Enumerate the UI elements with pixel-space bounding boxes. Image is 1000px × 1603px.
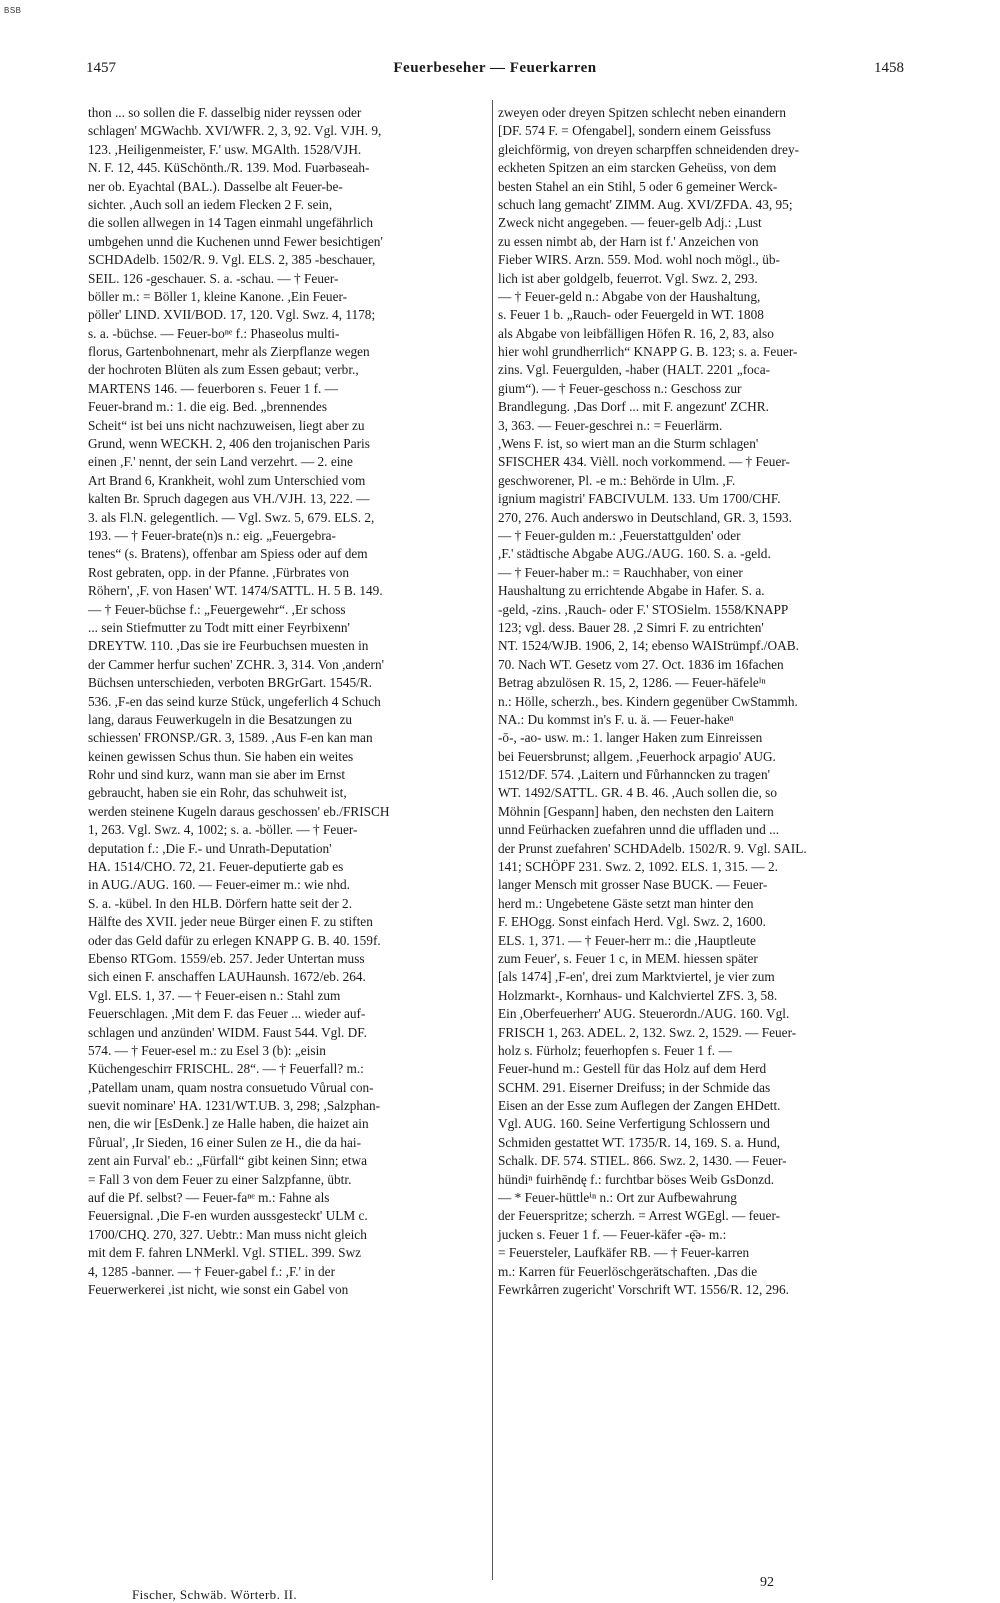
text-line: suevit nominare' HA. 1231/WT.UB. 3, 298; ,Salzphan- <box>88 1098 381 1114</box>
text-line: -ō-, -ao- usw. m.: 1. langer Haken zum Einreissen <box>498 730 763 746</box>
page-header <box>86 60 904 84</box>
text-line: der Feuerspritze; scherzh. = Arrest WGEgl. — feuer- <box>498 1208 781 1224</box>
text-line: umbgehen unnd die Kuchenen unnd Fewer besichtigen' <box>88 233 383 249</box>
text-line: 70. Nach WT. Gesetz vom 27. Oct. 1836 im 16fachen <box>498 656 784 672</box>
text-line: schiessen' FRONSP./GR. 3, 1589. ,Aus F-en kan man <box>88 730 373 746</box>
text-line: 4, 1285 -banner. — † Feuer-gabel f.: ,F.' in der <box>88 1263 335 1279</box>
text-line: jucken s. Feuer 1 f. — Feuer-käfer -ę̄ə- m.: <box>498 1226 727 1242</box>
text-line: 123; vgl. dess. Bauer 28. ,2 Simri F. zu entrichten' <box>498 619 764 635</box>
text-line: als Abgabe von leibfälligen Höfen R. 16, 2, 83, also <box>498 325 774 341</box>
text-line: 1700/CHQ. 270, 327. Uebtr.: Man muss nicht gleich <box>88 1226 367 1242</box>
text-line: N. F. 12, 445. KüSchönth./R. 139. Mod. Fuərbəseah- <box>88 160 370 176</box>
text-line: thon ... so sollen die F. dasselbig nider reyssen oder <box>88 105 362 120</box>
text-line: florus, Gartenbohnenart, mehr als Zierpflanze wegen <box>88 344 370 360</box>
text-line: der Cammer herfur suchen' ZCHR. 3, 314. Von ,andern' <box>88 656 385 672</box>
text-line: s. Feuer 1 b. „Rauch- oder Feuergeld in WT. 1808 <box>498 307 764 323</box>
text-line: m.: Karren für Feuerlöschgerätschaften. ,Das die <box>498 1263 758 1279</box>
text-line: Feuerschlagen. ,Mit dem F. das Feuer ... wieder auf- <box>88 1006 366 1022</box>
text-line: [als 1474] ,F-en', drei zum Marktviertel, je vier zum <box>498 969 775 985</box>
sheet-number: 92 <box>760 1575 774 1590</box>
text-line: Eisen an der Esse zum Auflegen der Zangen EHDett. <box>498 1098 781 1114</box>
text-line: nen, die wir [EsDenk.] ze Halle haben, die haizet ain <box>88 1116 369 1132</box>
text-line: Vgl. ELS. 1, 37. — † Feuer-eisen n.: Stahl zum <box>88 987 341 1003</box>
text-line: [DF. 574 F. = Ofengabel], sondern einem Geissfuss <box>498 123 771 139</box>
text-line: Betrag abzulösen R. 15, 2, 1286. — Feuer-häfeleⁱⁿ <box>498 675 766 691</box>
text-line: kalten Br. Spruch dagegen aus VH./VJH. 13, 222. — <box>88 491 370 507</box>
text-line: SCHM. 291. Eiserner Dreifuss; in der Schmide das <box>498 1079 771 1095</box>
text-line: unnd Feürhacken zuefahren unnd die uffladen und ... <box>498 822 780 838</box>
text-line: 141; SCHÖPF 231. Swz. 2, 1092. ELS. 1, 315. — 2. <box>498 859 779 875</box>
text-line: einen ,F.' nennt, der sein Land verzehrt. — 2. eine <box>88 454 353 470</box>
text-line: Feuerwerkerei ,ist nicht, wie sonst ein Gabel von <box>88 1282 349 1297</box>
page-number-right: 1458 <box>874 60 904 76</box>
text-line: eckheten Spitzen an eim starcken Geheüss, von dem <box>498 160 777 176</box>
text-line: schlagen und anzünden' WIDM. Faust 544. Vgl. DF. <box>88 1024 367 1040</box>
text-line: Büchsen unterschieden, verboten BRGrGart. 1545/R. <box>88 675 372 691</box>
text-line: deputation f.: ,Die F.- und Unrath-Deputation' <box>88 840 332 856</box>
text-line: — † Feuer-haber m.: = Rauchhaber, von einer <box>498 564 743 580</box>
text-line: zum Feuer', s. Feuer 1 c, in MEM. hiessen später <box>498 950 758 966</box>
text-line: oder das Geld dafür zu erlegen KNAPP G. B. 40. 159f. <box>88 932 381 948</box>
text-line: Möhnin [Gespann] haben, den nechsten den Laitern <box>498 803 774 819</box>
text-line: Art Brand 6, Krankheit, wohl zum Unterschied vom <box>88 472 366 488</box>
text-line: werden steinene Kugeln daraus geschossen' eb./FRISCH <box>88 803 390 819</box>
text-line: Zweck nicht angegeben. — feuer-gelb Adj.: ,Lust <box>498 215 762 231</box>
text-line: der Prunst zuefahren' SCHDAdelb. 1502/R. 9. Vgl. SAIL. <box>498 840 807 856</box>
column-divider <box>492 100 493 1580</box>
text-line: Fůrual', ,Ir Sieden, 16 einer Sulen ze H., die da hai- <box>88 1134 362 1150</box>
text-line: 3. als Fl.N. gelegentlich. — Vgl. Swz. 5, 679. ELS. 2, <box>88 509 375 525</box>
text-line: zins. Vgl. Feuergulden, -haber (HALT. 2201 „foca- <box>498 362 771 378</box>
text-line: Küchengeschirr FRISCHL. 28“. — † Feuerfall? m.: <box>88 1061 364 1077</box>
text-line: ,Wens F. ist, so wiert man an die Sturm schlagen' <box>498 436 759 452</box>
text-line: langer Mensch mit grosser Nase BUCK. — Feuer- <box>498 877 768 893</box>
text-line: böller m.: = Böller 1, kleine Kanone. ,Ein Feuer- <box>88 288 348 304</box>
text-line: geschworener, Pl. -e m.: Behörde in Ulm. ,F. <box>498 472 736 488</box>
text-line: = Feuersteler, Laufkäfer RB. — † Feuer-karren <box>498 1245 750 1261</box>
text-line: zent ain Furval' eb.: „Fürfall“ gibt keinen Sinn; etwa <box>88 1153 367 1169</box>
text-line: besten Stahel an ein Stihl, 5 oder 6 gemeiner Werck- <box>498 178 778 194</box>
text-line: — † Feuer-geld n.: Abgabe von der Haushaltung, <box>498 288 761 304</box>
text-line: sichter. ,Auch soll an iedem Flecken 2 F. sein, <box>88 196 333 212</box>
text-line: Röhern', ,F. von Hasen' WT. 1474/SATTL. H. 5 B. 149. <box>88 583 383 599</box>
text-line: 1512/DF. 574. ,Laitern und Fůrhanncken zu tragen' <box>498 767 771 783</box>
right-column <box>498 104 896 1299</box>
text-line: gium“). — † Feuer-geschoss n.: Geschoss zur <box>498 380 742 396</box>
text-line: tenes“ (s. Bratens), offenbar am Spiess oder auf dem <box>88 546 368 562</box>
text-line: Feuer-hund m.: Gestell für das Holz auf dem Herd <box>498 1061 767 1077</box>
text-line: ELS. 1, 371. — † Feuer-herr m.: die ,Hauptleute <box>498 932 756 948</box>
text-line: HA. 1514/CHO. 72, 21. Feuer-deputierte gab es <box>88 859 344 875</box>
text-line: ,Patellam unam, quam nostra consuetudo Vůrual con- <box>88 1079 374 1095</box>
text-line: der hochroten Blüten als zum Essen gebaut; verbr., <box>88 362 359 378</box>
text-line: die sollen allwegen in 14 Tagen einmahl ungefährlich <box>88 215 373 231</box>
text-line: -geld, -zins. ,Rauch- oder F.' STOSielm. 1558/KNAPP <box>498 601 789 617</box>
text-line: NA.: Du kommst in's F. u. ä. — Feuer-hakeⁿ <box>498 711 734 727</box>
text-line: zweyen oder dreyen Spitzen schlecht neben einandern <box>498 105 786 120</box>
text-line: SEIL. 126 -geschauer. S. a. -schau. — † Feuer- <box>88 270 339 286</box>
text-line: holz s. Fürholz; feuerhopfen s. Feuer 1 f. — <box>498 1042 732 1058</box>
text-line: Rohr und sind kurz, wann man sie aber im Ernst <box>88 767 346 783</box>
text-line: 1, 263. Vgl. Swz. 4, 1002; s. a. -böller. — † Feuer- <box>88 822 358 838</box>
library-stamp: BSB <box>4 6 22 15</box>
text-line: pöller' LIND. XVII/BOD. 17, 120. Vgl. Swz. 4, 1178; <box>88 307 376 323</box>
text-line: Haushaltung zu errichtende Abgabe in Hafer. S. a. <box>498 583 765 599</box>
text-line: ,F.' städtische Abgabe AUG./AUG. 160. S. a. -geld. <box>498 546 771 562</box>
text-line: — † Feuer-büchse f.: „Feuergewehr“. ,Er schoss <box>88 601 346 617</box>
text-line: — † Feuer-gulden m.: ,Feuerstattgulden' oder <box>498 527 741 543</box>
text-line: Holzmarkt-, Kornhaus- und Kalchviertel ZFS. 3, 58. <box>498 987 778 1003</box>
text-line: Schmiden gestattet WT. 1735/R. 14, 169. S. a. Hund, <box>498 1134 781 1150</box>
text-line: Schalk. DF. 574. STIEL. 866. Swz. 2, 1430. — Feuer- <box>498 1153 787 1169</box>
text-line: F. EHOgg. Sonst einfach Herd. Vgl. Swz. 2, 1600. <box>498 914 766 930</box>
text-line: WT. 1492/SATTL. GR. 4 B. 46. ,Auch sollen die, so <box>498 785 777 801</box>
text-line: Feuersignal. ,Die F-en wurden aussgesteckt' ULM c. <box>88 1208 368 1224</box>
text-line: ... sein Stiefmutter zu Todt mitt einer Feyrbixenn' <box>88 619 350 635</box>
text-line: Feuer-brand m.: 1. die eig. Bed. „brennendes <box>88 399 327 415</box>
text-line: gleichförmig, von dreyen scharpffen schneidenden drey- <box>498 141 800 157</box>
text-line: sich einen F. anschaffen LAUHaunsh. 1672/eb. 264. <box>88 969 366 985</box>
text-line: auf die Pf. selbst? — Feuer-faⁿᵉ m.: Fahne als <box>88 1190 330 1206</box>
text-line: lich ist aber goldgelb, feuerrot. Vgl. Swz. 2, 293. <box>498 270 758 286</box>
text-line: Fewrkårren zugericht' Vorschrift WT. 1556/R. 12, 296. <box>498 1282 789 1297</box>
text-line: FRISCH 1, 263. ADEL. 2, 132. Swz. 2, 1529. — Feuer- <box>498 1024 797 1040</box>
text-line: herd m.: Ungebetene Gäste setzt man hinter den <box>498 895 754 911</box>
text-line: Vgl. AUG. 160. Seine Verfertigung Schlossern und <box>498 1116 770 1132</box>
text-line: 3, 363. — Feuer-geschrei n.: = Feuerlärm. <box>498 417 723 433</box>
text-line: Fieber WIRS. Arzn. 559. Mod. wohl noch mögl., üb- <box>498 252 780 268</box>
text-line: SCHDAdelb. 1502/R. 9. Vgl. ELS. 2, 385 -beschauer, <box>88 252 376 268</box>
text-line: s. a. -büchse. — Feuer-boⁿᵉ f.: Phaseolus multi- <box>88 325 340 341</box>
text-line: 193. — † Feuer-brate(n)s n.: eig. „Feuergebra- <box>88 527 336 543</box>
text-line: 270, 276. Auch anderswo in Deutschland, GR. 3, 1593. <box>498 509 792 525</box>
text-line: 536. ,F-en das seind kurze Stück, ungeferlich 4 Schuch <box>88 693 381 709</box>
text-line: Ein ,Oberfeuerherr' AUG. Steuerordn./AUG. 160. Vgl. <box>498 1006 790 1022</box>
footer-signature: Fischer, Schwäb. Wörterb. II. <box>132 1587 297 1602</box>
text-line: Scheit“ ist bei uns nicht nachzuweisen, liegt aber zu <box>88 417 365 433</box>
text-line: Rost gebraten, opp. in der Pfanne. ,Fürbrates von <box>88 564 350 580</box>
text-line: hier wohl grundherrlich“ KNAPP G. B. 123; s. a. Feuer- <box>498 344 798 360</box>
text-line: MARTENS 146. — feuerboren s. Feuer 1 f. — <box>88 380 338 396</box>
text-line: = Fall 3 von dem Feuer zu einer Salzpfanne, übtr. <box>88 1171 352 1187</box>
text-line: ignium magistri' FABCIVULM. 133. Um 1700/CHF. <box>498 491 781 507</box>
text-line: Grund, wenn WECKH. 2, 406 den trojanischen Paris <box>88 436 370 452</box>
page-title: Feuerbeseher — Feuerkarren <box>393 60 597 76</box>
text-line: — * Feuer-hüttleⁱⁿ n.: Ort zur Aufbewahrung <box>498 1190 737 1206</box>
text-line: zu essen nimbt ab, der Harn ist f.' Anzeichen von <box>498 233 759 249</box>
text-line: DREYTW. 110. ,Das sie ire Feurbuchsen muesten in <box>88 638 369 654</box>
text-line: bei Feuersbrunst; allgem. ,Feuerhock arpagio' AUG. <box>498 748 776 764</box>
text-line: keinen gewissen Schus thun. Sie haben ein weites <box>88 748 354 764</box>
text-line: Hälfte des XVII. jeder neue Bürger einen F. zu stiften <box>88 914 373 930</box>
page-number-left: 1457 <box>86 60 116 76</box>
text-line: Brandlegung. ,Das Dorf ... mit F. angezunt' ZCHR. <box>498 399 769 415</box>
left-column <box>88 104 476 1299</box>
text-line: schuch lang gemacht' ZIMM. Aug. XVI/ZFDA. 43, 95; <box>498 196 793 212</box>
text-line: Ebenso RTGom. 1559/eb. 257. Jeder Untertan muss <box>88 950 365 966</box>
text-line: gebraucht, haben sie ein Rohr, das schuhweit ist, <box>88 785 347 801</box>
text-line: ner ob. Eyachtal (BAL.). Dasselbe alt Feuer-be- <box>88 178 343 194</box>
text-line: 123. ,Heiligenmeister, F.' usw. MGAlth. 1528/VJH. <box>88 141 362 157</box>
text-line: lang, daraus Feuwerkugeln in die Besatzungen zu <box>88 711 353 727</box>
text-line: n.: Hölle, scherzh., bes. Kindern gegenüber CwStammh. <box>498 693 798 709</box>
text-line: SFISCHER 434. Vièll. noch vorkommend. — † Feuer- <box>498 454 790 470</box>
text-line: S. a. -kübel. In den HLB. Dörfern hatte seit der 2. <box>88 895 353 911</box>
text-line: in AUG./AUG. 160. — Feuer-eimer m.: wie nhd. <box>88 877 350 893</box>
text-line: schlagen' MGWachb. XVI/WFR. 2, 3, 92. Vgl. VJH. 9, <box>88 123 382 139</box>
text-line: NT. 1524/WJB. 1906, 2, 14; ebenso WAIStrümpf./OAB. <box>498 638 799 654</box>
text-line: 574. — † Feuer-esel m.: zu Esel 3 (b): „eisin <box>88 1042 326 1058</box>
text-line: hündiⁿ fuirhēndę f.: furchtbar böses Weib GsDonzd. <box>498 1171 775 1187</box>
text-line: mit dem F. fahren LNMerkl. Vgl. STIEL. 399. Swz <box>88 1245 362 1261</box>
